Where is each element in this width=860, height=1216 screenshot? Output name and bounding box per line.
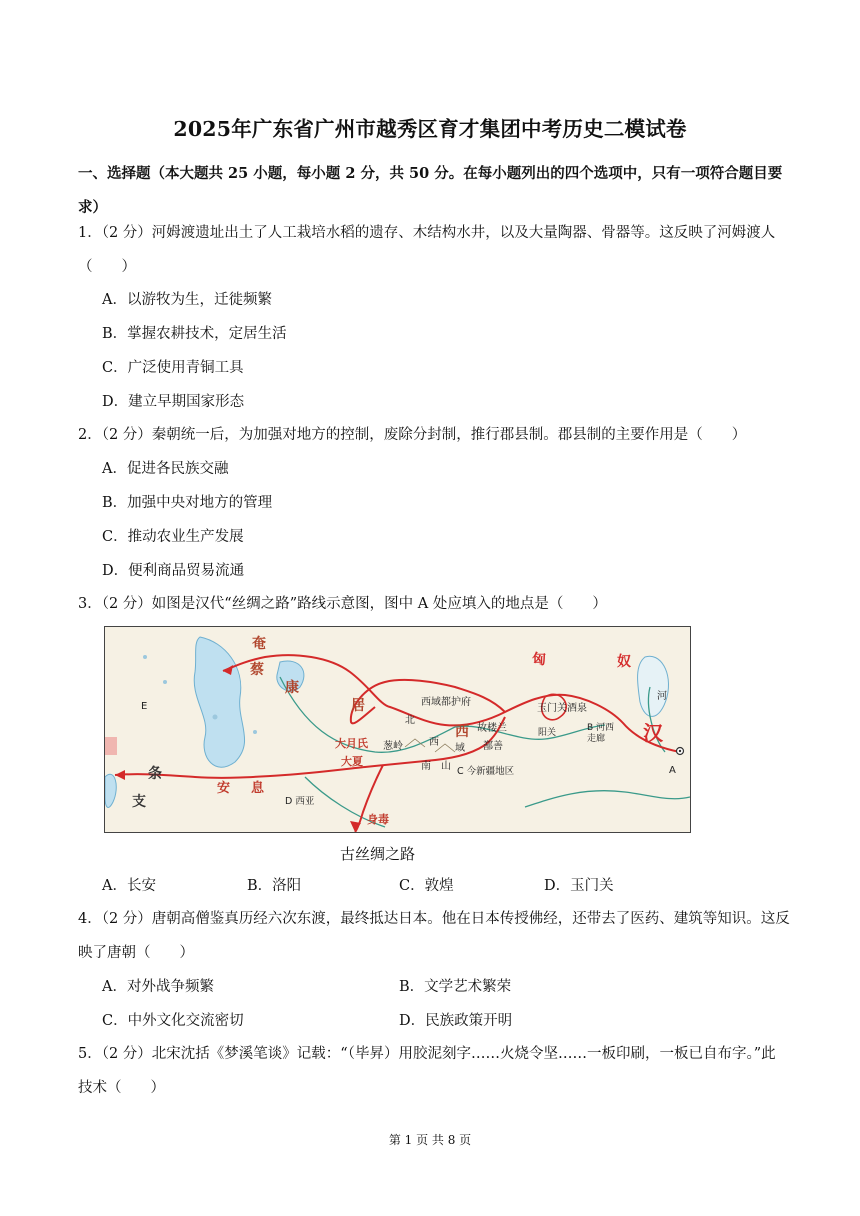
- question-4-option-b: B．文学艺术繁荣: [399, 979, 512, 995]
- question-3-stem: [78, 587, 790, 621]
- question-3-text: 3．（2 分）如图是汉代“丝绸之路”路线示意图，图中 A 处应填入的地点是（ ）: [78, 596, 607, 612]
- map-label-xiongnu-1: 匈: [532, 652, 546, 668]
- map-label-yu: 域: [455, 743, 465, 754]
- map-label-congling: 葱岭: [383, 741, 403, 752]
- question-4-option-c: C．中外文化交流密切: [102, 1013, 244, 1029]
- question-4-text: 4．（2 分）唐朝高僧鉴真历经六次东渡，最终抵达日本。他在日本传授佛经，还带去了医药、建筑等知识。这反映了唐朝（ ）: [78, 911, 790, 961]
- map-label-xiongnu-2: 奴: [617, 654, 631, 670]
- map-label-anxi-2: 息: [251, 781, 265, 796]
- section-heading: 一、选择题（本大题共 25 小题，每小题 2 分，共 50 分。在每小题列出的四个选项中，只有一项符合题目要求）: [78, 165, 783, 216]
- map-label-point-c: C 今新疆地区: [457, 766, 515, 777]
- map-label-xi-2: 西: [429, 737, 439, 748]
- map-label-bei: 北: [405, 715, 415, 726]
- map-label-daxia: 大夏: [341, 755, 363, 768]
- question-1-option-d: D．建立早期国家形态: [102, 394, 245, 410]
- map-label-duhu: 西域都护府: [421, 697, 471, 708]
- map-label-yan: 奄: [252, 636, 266, 652]
- question-5-stem: [78, 1037, 790, 1105]
- map-label-shendu: 身毒: [367, 813, 389, 826]
- map-label-point-d: D 西亚: [285, 796, 315, 807]
- page-title: 2025年广东省广州市越秀区育才集团中考历史二模试卷: [173, 117, 687, 141]
- map-label-anxi-1: 安: [217, 781, 231, 796]
- map-label-point-a: A: [669, 765, 676, 776]
- map-label-shanshan: 鄯善: [483, 741, 503, 752]
- question-1-text: 1．（2 分）河姆渡遗址出土了人工栽培水稻的遗存、木结构水井，以及大量陶器、骨器等。这反映了河姆渡人（ ）: [78, 225, 776, 275]
- question-4-option-a: A．对外战争频繁: [102, 979, 214, 995]
- map-label-yangguan: 阳关: [538, 728, 557, 738]
- map-label-han: 汉: [643, 721, 663, 745]
- question-3-option-c: C．敦煌: [399, 878, 454, 894]
- page-footer: 第 1 页 共 8 页: [388, 1133, 472, 1147]
- question-3-option-d: D．玉门关: [544, 878, 614, 894]
- question-4-option-d: D．民族政策开明: [399, 1013, 513, 1029]
- question-2-stem: [78, 418, 790, 452]
- map-label-loulan: 故楼兰: [477, 723, 507, 734]
- map-label-jiuquan: 酒泉: [567, 703, 587, 714]
- question-2-option-a: A．促进各民族交融: [102, 461, 229, 477]
- silk-road-map: [104, 626, 691, 833]
- map-label-cai: 蔡: [250, 662, 264, 678]
- map-label-point-e: E: [141, 701, 148, 712]
- map-label-zhi: 支: [132, 794, 146, 810]
- question-5-text: 5．（2 分）北宋沈括《梦溪笔谈》记载：“（毕昇）用胶泥刻字……火烧令坚……一板印刷，一板已自布字。”此技术（ ）: [78, 1046, 776, 1096]
- question-3-option-a: A．长安: [102, 878, 156, 894]
- map-label-shan: 山: [441, 761, 451, 772]
- map-label-he: 河: [657, 691, 667, 702]
- question-1-option-c: C．广泛使用青铜工具: [102, 360, 244, 376]
- map-label-kang: 康: [285, 680, 299, 696]
- question-1-option-b: B．掌握农耕技术，定居生活: [102, 326, 287, 342]
- question-1-stem: [78, 216, 790, 284]
- question-2-option-c: C．推动农业生产发展: [102, 529, 244, 545]
- map-label-point-b: B 河西走廊: [587, 723, 615, 744]
- map-label-xi: 西: [455, 724, 469, 740]
- map-label-ju: 居: [351, 698, 365, 714]
- map-caption: 古丝绸之路: [340, 845, 416, 863]
- map-label-tiao: 条: [148, 766, 162, 782]
- question-2-option-b: B．加强中央对地方的管理: [102, 495, 273, 511]
- map-label-nan: 南: [421, 761, 431, 772]
- map-label-yumen: 玉门关: [537, 703, 567, 714]
- question-2-option-d: D．便利商品贸易流通: [102, 563, 245, 579]
- question-2-text: 2．（2 分）秦朝统一后，为加强对地方的控制，废除分封制，推行郡县制。郡县制的主要作用是（ ）: [78, 427, 747, 443]
- question-4-stem: [78, 902, 790, 970]
- question-1-option-a: A．以游牧为生，迁徙频繁: [102, 292, 272, 308]
- map-label-dayuezhi: 大月氏: [335, 737, 368, 750]
- question-3-option-b: B．洛阳: [247, 878, 302, 894]
